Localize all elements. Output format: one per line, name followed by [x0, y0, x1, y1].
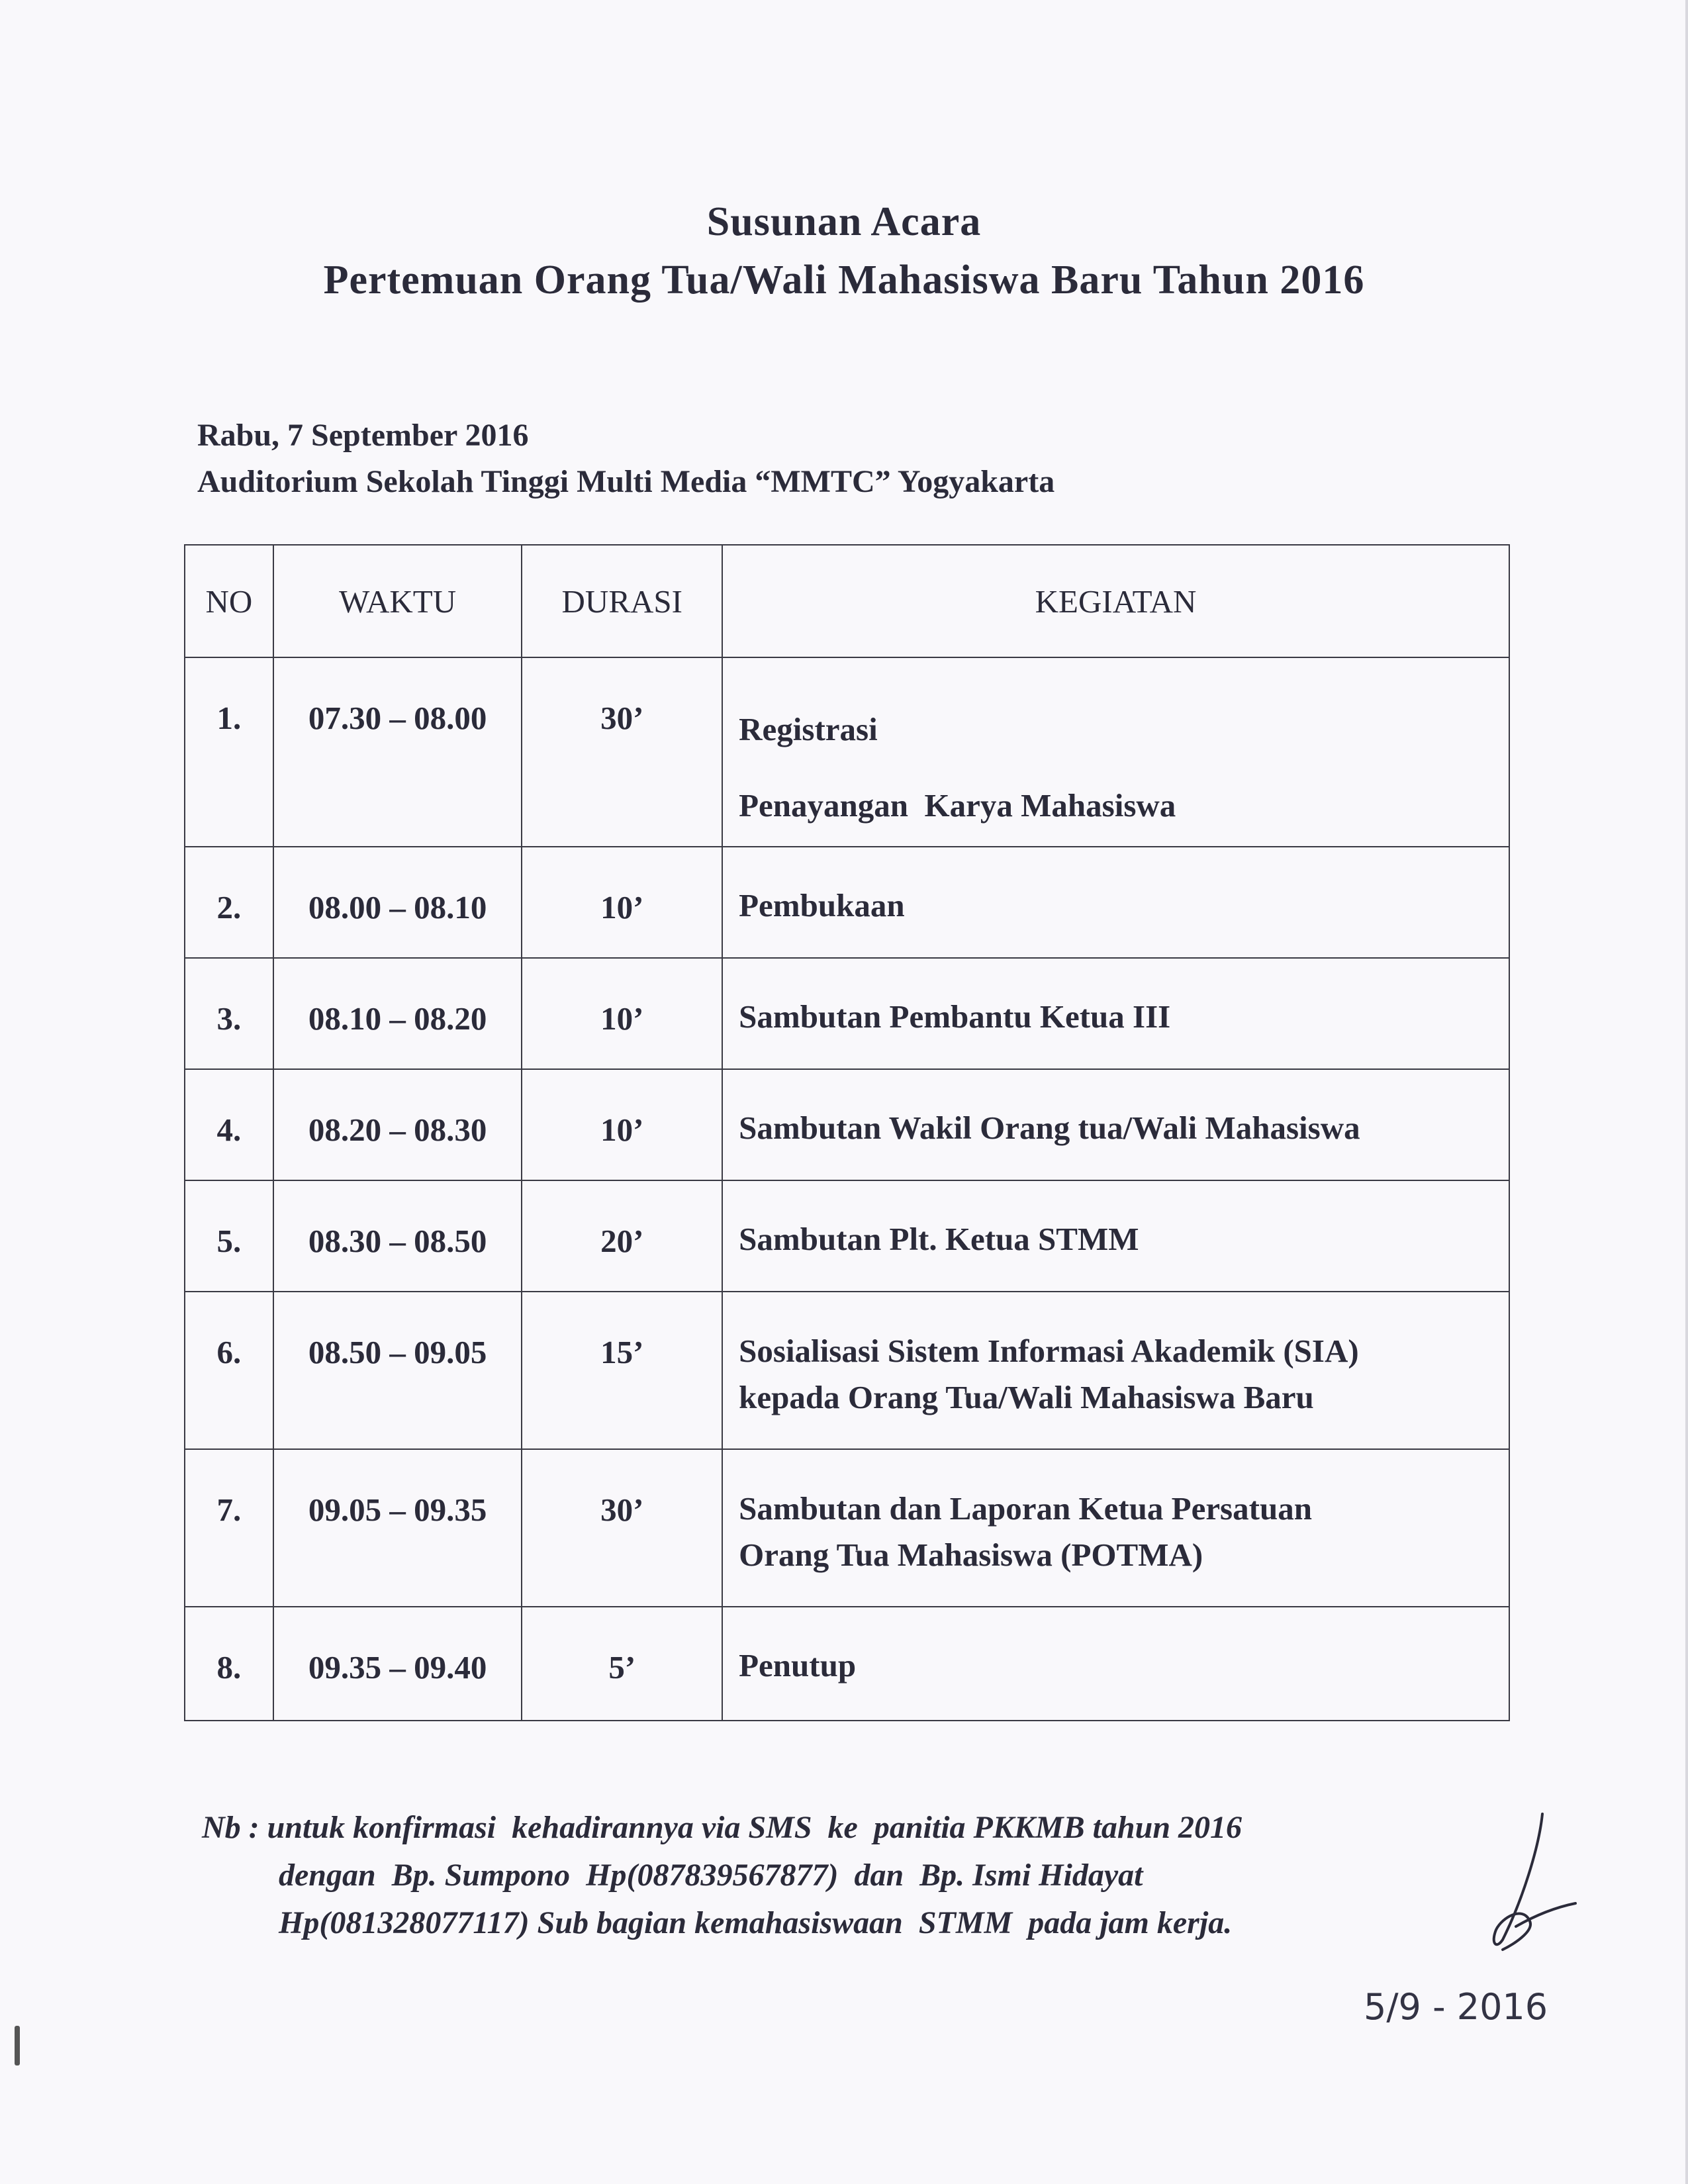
- footnote-line: Nb : untuk konfirmasi kehadirannya via SMS ke panitia PKKMB tahun 2016: [202, 1810, 1243, 1845]
- table-row: [185, 1292, 1509, 1449]
- schedule-table: [184, 544, 1510, 1721]
- row-no: 3.: [185, 958, 273, 1069]
- kegiatan-line: Orang Tua Mahasiswa (POTMA): [739, 1537, 1203, 1573]
- table-row: [185, 1449, 1509, 1607]
- row-no: 4.: [185, 1069, 273, 1180]
- row-kegiatan: [722, 1180, 1509, 1292]
- row-kegiatan: [722, 958, 1509, 1069]
- row-waktu: 09.05 – 09.35: [273, 1449, 522, 1607]
- document-subtitle: Pertemuan Orang Tua/Wali Mahasiswa Baru Tahun 2016: [323, 258, 1365, 303]
- row-durasi: 10’: [522, 1069, 722, 1180]
- header-kegiatan: KEGIATAN: [722, 545, 1509, 657]
- row-waktu: 08.10 – 08.20: [273, 958, 522, 1069]
- row-no: 2.: [185, 847, 273, 958]
- row-waktu: 09.35 – 09.40: [273, 1607, 522, 1721]
- kegiatan-line: kepada Orang Tua/Wali Mahasiswa Baru: [739, 1379, 1314, 1415]
- row-no: 7.: [185, 1449, 273, 1607]
- document-title: Susunan Acara: [706, 199, 982, 244]
- row-no: 5.: [185, 1180, 273, 1292]
- kegiatan-line: Sambutan Plt. Ketua STMM: [739, 1221, 1139, 1257]
- footnote: [202, 1804, 1242, 1947]
- row-kegiatan: [722, 657, 1509, 847]
- scan-margin-mark: [15, 2026, 20, 2065]
- signature: [1476, 1807, 1582, 1973]
- row-durasi: 10’: [522, 958, 722, 1069]
- row-no: 1.: [185, 657, 273, 847]
- row-kegiatan: [722, 1607, 1509, 1721]
- row-durasi: 30’: [522, 1449, 722, 1607]
- handwritten-date: 5/9 - 2016: [1364, 1986, 1548, 2028]
- table-row: [185, 847, 1509, 958]
- footnote-line: dengan Bp. Sumpono Hp(087839567877) dan Bp. Ismi Hidayat: [279, 1858, 1143, 1893]
- row-kegiatan: [722, 847, 1509, 958]
- row-durasi: 15’: [522, 1292, 722, 1449]
- row-durasi: 5’: [522, 1607, 722, 1721]
- kegiatan-line: Penutup: [739, 1647, 857, 1684]
- table-row: [185, 1180, 1509, 1292]
- row-kegiatan: [722, 1449, 1509, 1607]
- row-durasi: 10’: [522, 847, 722, 958]
- row-kegiatan: [722, 1292, 1509, 1449]
- row-no: 6.: [185, 1292, 273, 1449]
- row-waktu: 08.00 – 08.10: [273, 847, 522, 958]
- table-row: [185, 657, 1509, 847]
- row-waktu: 08.50 – 09.05: [273, 1292, 522, 1449]
- kegiatan-line: Sambutan Pembantu Ketua III: [739, 998, 1171, 1035]
- table-row: [185, 1069, 1509, 1180]
- kegiatan-line: Sambutan Wakil Orang tua/Wali Mahasiswa: [739, 1110, 1360, 1146]
- row-waktu: 08.20 – 08.30: [273, 1069, 522, 1180]
- footnote-line: Hp(081328077117) Sub bagian kemahasiswaan STMM pada jam kerja.: [279, 1905, 1233, 1940]
- row-waktu: 07.30 – 08.00: [273, 657, 522, 847]
- kegiatan-line: Registrasi: [739, 711, 878, 747]
- kegiatan-line: Penayangan Karya Mahasiswa: [739, 787, 1176, 824]
- kegiatan-line: Sambutan dan Laporan Ketua Persatuan: [739, 1490, 1312, 1527]
- table-row: [185, 1607, 1509, 1721]
- row-durasi: 30’: [522, 657, 722, 847]
- header-waktu: WAKTU: [273, 545, 522, 657]
- row-durasi: 20’: [522, 1180, 722, 1292]
- page-edge: [1685, 0, 1688, 2184]
- event-venue: Auditorium Sekolah Tinggi Multi Media “MMTC” Yogyakarta: [197, 464, 1055, 499]
- row-waktu: 08.30 – 08.50: [273, 1180, 522, 1292]
- kegiatan-line: Pembukaan: [739, 887, 905, 924]
- header-no: NO: [185, 545, 273, 657]
- row-no: 8.: [185, 1607, 273, 1721]
- header-durasi: DURASI: [522, 545, 722, 657]
- table-header-row: [185, 545, 1509, 657]
- kegiatan-line: Sosialisasi Sistem Informasi Akademik (SIA): [739, 1333, 1359, 1369]
- event-date: Rabu, 7 September 2016: [197, 418, 529, 453]
- table-row: [185, 958, 1509, 1069]
- row-kegiatan: [722, 1069, 1509, 1180]
